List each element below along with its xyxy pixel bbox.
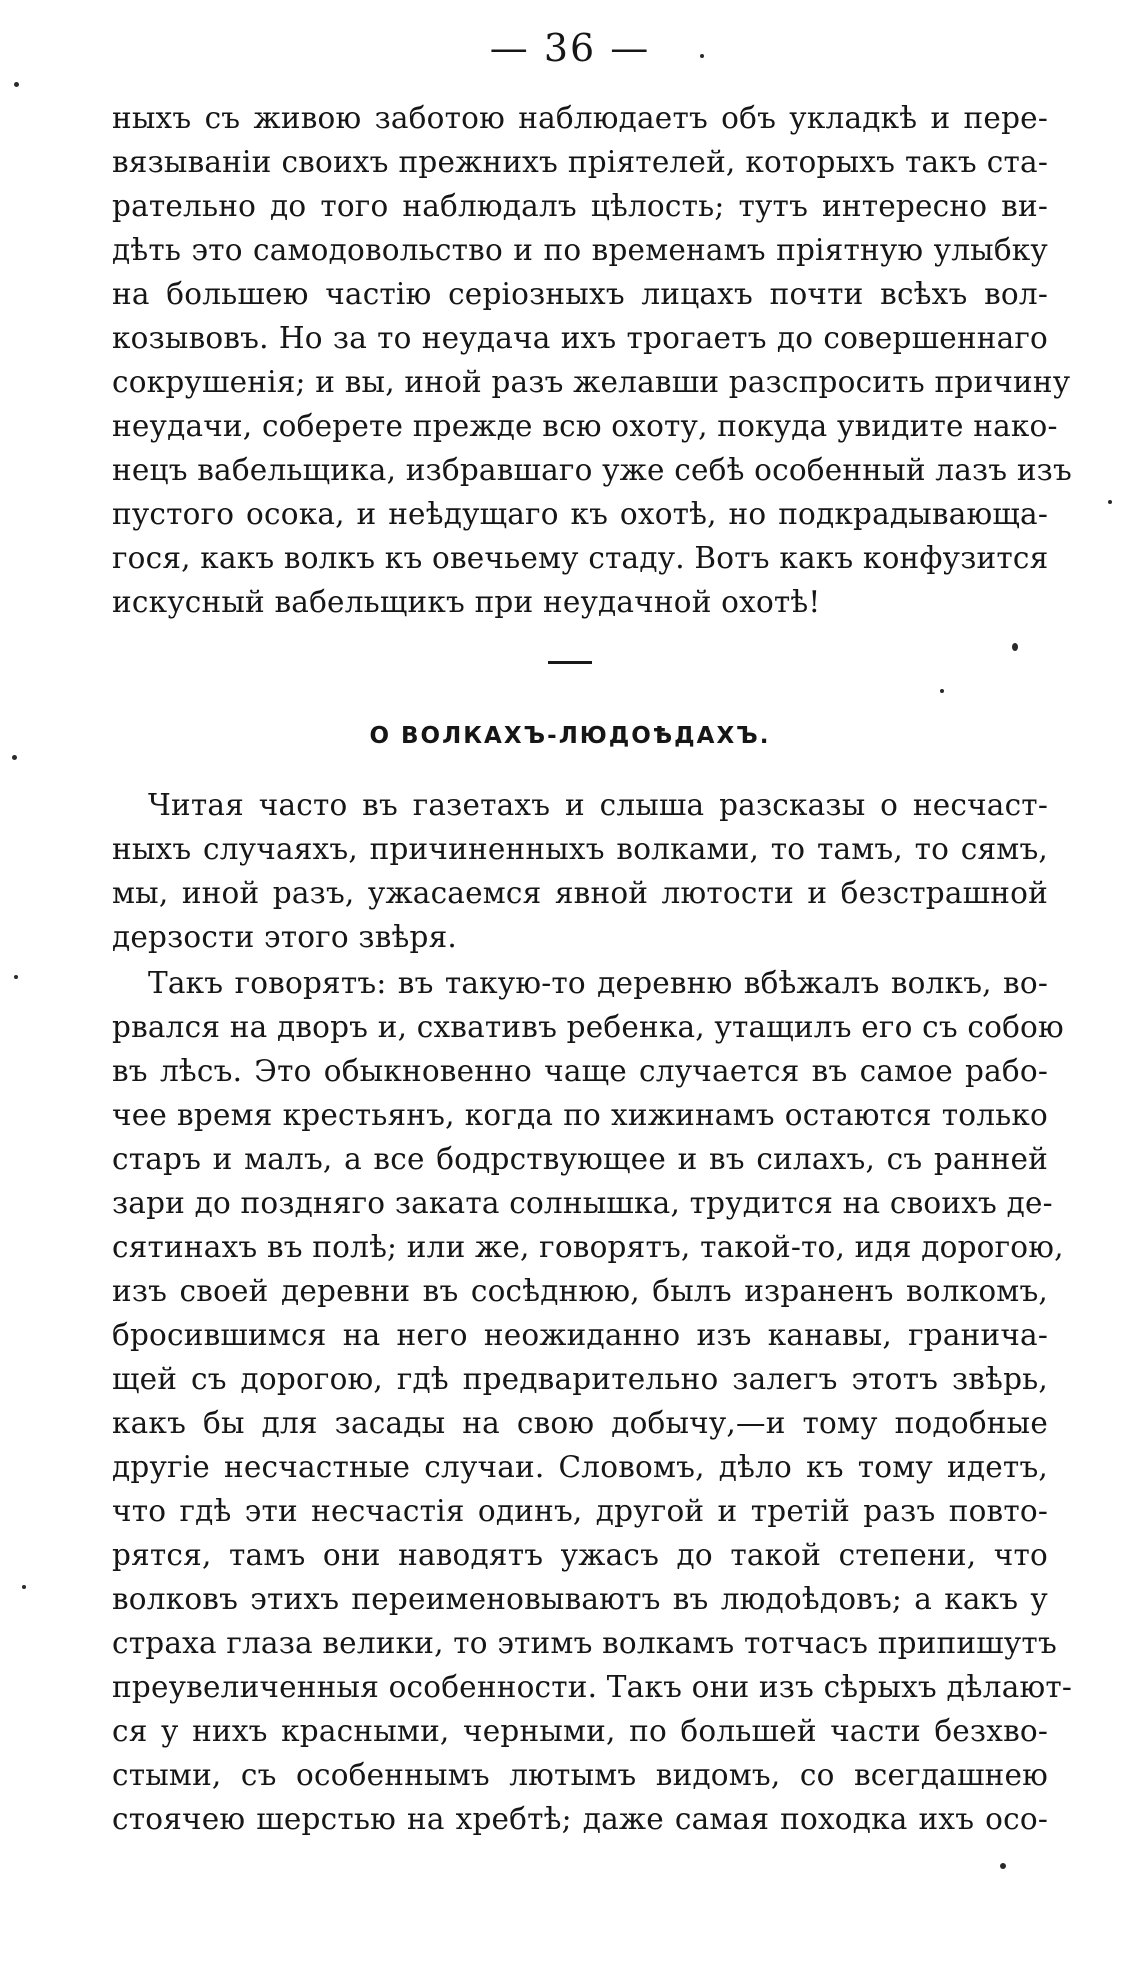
section-divider: [548, 661, 592, 664]
scan-speck: [700, 54, 704, 58]
text-line: вязываніи своихъ прежнихъ пріятелей, которыхъ такъ ста-: [112, 145, 1048, 179]
text-line: мы, иной разъ, ужасаемся явной лютости и безстрашной: [112, 876, 1048, 910]
text-line: Такъ говорятъ: въ такую-то деревню вбѣжалъ волкъ, во-: [148, 966, 1048, 1000]
scan-speck: [14, 82, 19, 87]
text-line: изъ своей деревни въ сосѣднюю, былъ израненъ волкомъ,: [112, 1274, 1048, 1308]
text-line: Читая часто въ газетахъ и слыша разсказы о несчаст-: [148, 788, 1048, 822]
text-line: въ лѣсъ. Это обыкновенно чаще случается въ самое рабо-: [112, 1054, 1048, 1088]
text-line: старъ и малъ, а все бодрствующее и въ силахъ, съ ранней: [112, 1142, 1048, 1176]
text-line: волковъ этихъ переименовываютъ въ людоѣдовъ; а какъ у: [112, 1582, 1048, 1616]
scan-speck: [12, 755, 17, 760]
text-line: ныхъ случаяхъ, причиненныхъ волками, то тамъ, то сямъ,: [112, 832, 1048, 866]
text-line: рятся, тамъ они наводятъ ужасъ до такой степени, что: [112, 1538, 1048, 1572]
text-line: чее время крестьянъ, когда по хижинамъ остаются только: [112, 1098, 1048, 1132]
text-line: козывовъ. Но за то неудача ихъ трогаетъ до совершеннаго: [112, 321, 1048, 355]
text-line: дерзости этого звѣря.: [112, 920, 457, 954]
scan-speck: [1012, 643, 1018, 651]
scan-speck: [940, 689, 944, 693]
text-line: стоячею шерстью на хребтѣ; даже самая походка ихъ осо-: [112, 1802, 1048, 1836]
paragraph-1: [112, 96, 1072, 624]
paragraph-2: [112, 783, 1048, 959]
scan-speck: [1000, 1863, 1006, 1869]
text-line: преувеличенныя особенности. Такъ они изъ сѣрыхъ дѣлают-: [112, 1670, 1073, 1704]
text-line: сокрушенія; и вы, иной разъ желавши разспросить причину: [112, 365, 1071, 399]
text-line: пустого осока, и неѣдущаго къ охотѣ, но подкрадывающа-: [112, 497, 1048, 531]
text-line: какъ бы для засады на свою добычу,—и тому подобные: [112, 1406, 1048, 1440]
text-line: на большею частію серіозныхъ лицахъ почти всѣхъ вол-: [112, 277, 1048, 311]
text-line: бросившимся на него неожиданно изъ канавы, граничa-: [112, 1318, 1048, 1352]
text-line: искусный вабельщикъ при неудачной охотѣ!: [112, 585, 821, 619]
text-line: сятинахъ въ полѣ; или же, говорятъ, такой-то, идя дорогою,: [112, 1230, 1064, 1264]
scan-speck: [1108, 500, 1112, 504]
text-line: дѣть это самодовольство и по временамъ пріятную улыбку: [112, 233, 1048, 267]
text-line: щей съ дорогою, гдѣ предварительно залегъ этотъ звѣрь,: [112, 1362, 1048, 1396]
text-line: другіе несчастные случаи. Словомъ, дѣло къ тому идетъ,: [112, 1450, 1048, 1484]
text-line: неудачи, соберете прежде всю охоту, покуда увидите нако-: [112, 409, 1058, 443]
text-line: нецъ вабельщика, избравшаго уже себѣ особенный лазъ изъ: [112, 453, 1072, 487]
section-title: О ВОЛКАХЪ-ЛЮДОѢДАХЪ.: [369, 723, 771, 749]
scan-speck: [22, 1585, 26, 1589]
text-line: рвался на дворъ и, схвативъ ребенка, утащилъ его съ собою: [112, 1010, 1064, 1044]
text-line: зари до поздняго заката солнышка, трудится на своихъ де-: [112, 1186, 1053, 1220]
page-number: — 36 —: [489, 26, 651, 70]
text-line: что гдѣ эти несчастія одинъ, другой и третій разъ повто-: [112, 1494, 1048, 1528]
scan-speck: [14, 975, 18, 979]
text-line: страха глаза велики, то этимъ волкамъ тотчасъ припишутъ: [112, 1626, 1057, 1660]
text-line: стыми, съ особеннымъ лютымъ видомъ, со всегдашнею: [112, 1758, 1048, 1792]
text-line: гося, какъ волкъ къ овечьему стаду. Вотъ какъ конфузится: [112, 541, 1049, 575]
paragraph-3: [112, 961, 1073, 1841]
text-line: рательно до того наблюдалъ цѣлость; тутъ интересно ви-: [112, 189, 1048, 223]
text-line: ныхъ съ живою заботою наблюдаетъ объ укладкѣ и пере-: [112, 101, 1048, 135]
text-line: ся у нихъ красными, черными, по большей части безхво-: [112, 1714, 1048, 1748]
